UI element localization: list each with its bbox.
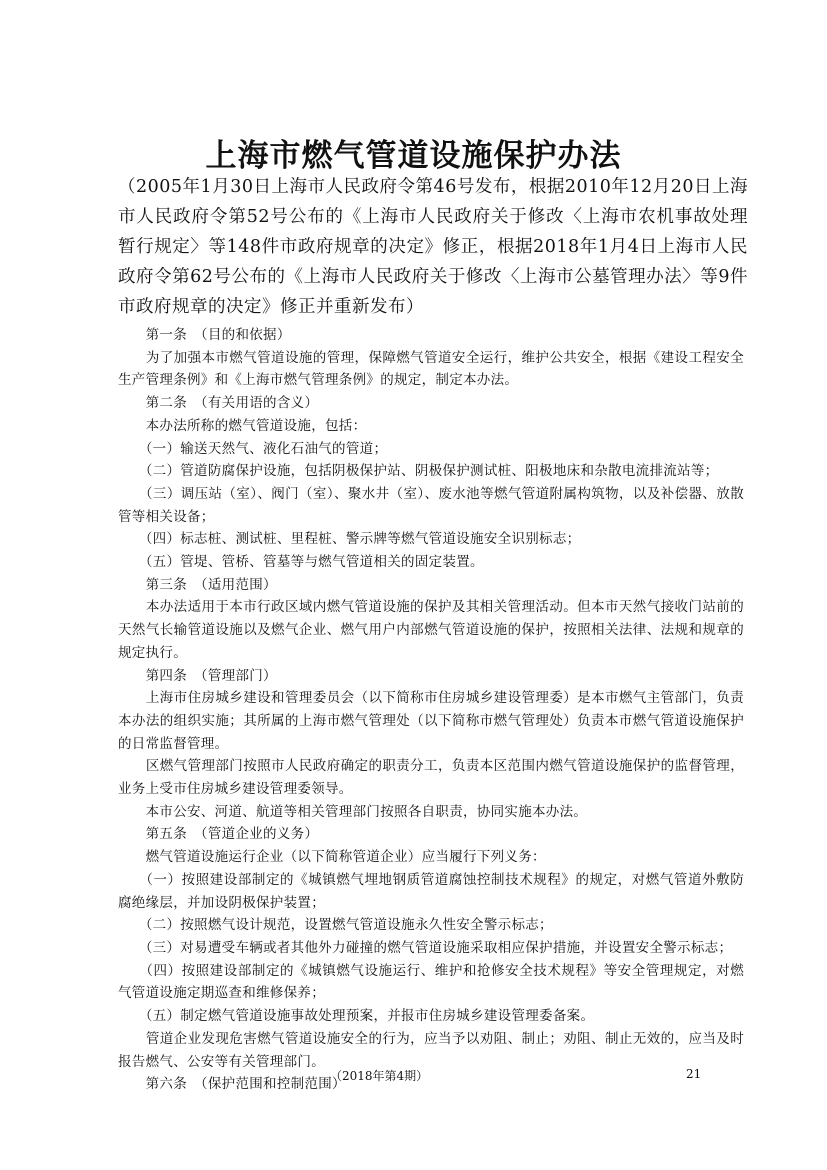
paragraph: 上海市住房城乡建设和管理委员会（以下简称市住房城乡建设管理委）是本市燃气主管部门，负责本办法的组织实施；其所属的上海市燃气管理处（以下简称市燃气管理处）负责本市燃气管道设施保护的日常监督管理。 — [118, 690, 744, 752]
paragraph: （五）制定燃气管道设施事故处理预案，并报市住房城乡建设管理委备案。 — [118, 1008, 595, 1025]
paragraph: （一）按照建设部制定的《城镇燃气埋地钢质管道腐蚀控制技术规程》的规定，对燃气管道外敷防腐绝缘层，并加设阴极保护装置； — [118, 871, 744, 911]
paragraph: 第三条 （适用范围） — [118, 576, 277, 593]
paragraph: （四）按照建设部制定的《城镇燃气设施运行、维护和抢修安全技术规程》等安全管理规定，对燃气管道设施定期巡查和维修保养； — [118, 962, 744, 1002]
paragraph: （一）输送天然气、液化石油气的管道； — [118, 440, 388, 457]
paragraph: 燃气管道设施运行企业（以下简称管道企业）应当履行下列义务： — [118, 849, 546, 866]
page-number: 21 — [686, 1067, 702, 1081]
issue-label: （2018年第4期） — [330, 1069, 429, 1083]
paragraph: 第六条 （保护范围和控制范围） — [118, 1076, 346, 1093]
paragraph: 区燃气管理部门按照市人民政府确定的职责分工，负责本区范围内燃气管道设施保护的监督管理，业务上受市住房城乡建设管理委领导。 — [118, 758, 744, 798]
paragraph: （三）对易遭受车辆或者其他外力碰撞的燃气管道设施采取相应保护措施，并设置安全警示标志； — [118, 939, 733, 956]
paragraph: （三）调压站（室）、阀门（室）、聚水井（室）、废水池等燃气管道附属构筑物，以及补偿器、放散管等相关设备； — [118, 485, 744, 525]
paragraph: 管道企业发现危害燃气管道设施安全的行为，应当予以劝阻、制止；劝阻、制止无效的，应当及时报告燃气、公安等有关管理部门。 — [118, 1030, 744, 1070]
paragraph: 第二条 （有关用语的含义） — [118, 395, 319, 412]
paragraph: （二）按照燃气设计规范，设置燃气管道设施永久性安全警示标志； — [118, 917, 553, 934]
paragraph: 本市公安、河道、航道等相关管理部门按照各自职责，协同实施本办法。 — [118, 803, 588, 820]
paragraph: （二）管道防腐保护设施，包括阴极保护站、阴极保护测试桩、阳极地床和杂散电流排流站等； — [118, 463, 719, 480]
page-title: 上海市燃气管道设施保护办法 — [205, 138, 622, 174]
paragraph: 第五条 （管道企业的义务） — [118, 826, 319, 843]
paragraph: （五）管堤、管桥、管墓等与燃气管道相关的固定装置。 — [118, 554, 484, 571]
paragraph: 本办法适用于本市行政区域内燃气管道设施的保护及其相关管理活动。但本市天然气接收门站前的天然气长输管道设施以及燃气企业、燃气用户内部燃气管道设施的保护，按照相关法律、法规和规章的规定执行。 — [118, 599, 744, 661]
document-subtitle: （2005年1月30日上海市人民政府令第46号发布，根据2010年12月20日上海市人民政府令第52号公布的《上海市人民政府关于修改〈上海市农机事故处理暂行规定〉等148件市政府规章的决定》修正，根据2018年1月4日上海市人民政府令第62号公布的《上海市人民政府关于修改〈上海市公墓管理办法〉等9件市政府规章的决定》修正并重新发布） — [118, 177, 748, 317]
document-body — [118, 324, 744, 1096]
paragraph: 第一条 （目的和依据） — [118, 327, 291, 343]
paragraph: 第四条 （管理部门） — [118, 667, 277, 684]
paragraph: （四）标志桩、测试桩、里程桩、警示牌等燃气管道设施安全识别标志； — [118, 531, 581, 548]
paragraph: 本办法所称的燃气管道设施，包括： — [118, 417, 367, 434]
paragraph: 为了加强本市燃气管道设施的管理，保障燃气管道安全运行，维护公共安全，根据《建设工程安全生产管理条例》和《上海市燃气管理条例》的规定，制定本办法。 — [118, 349, 744, 389]
